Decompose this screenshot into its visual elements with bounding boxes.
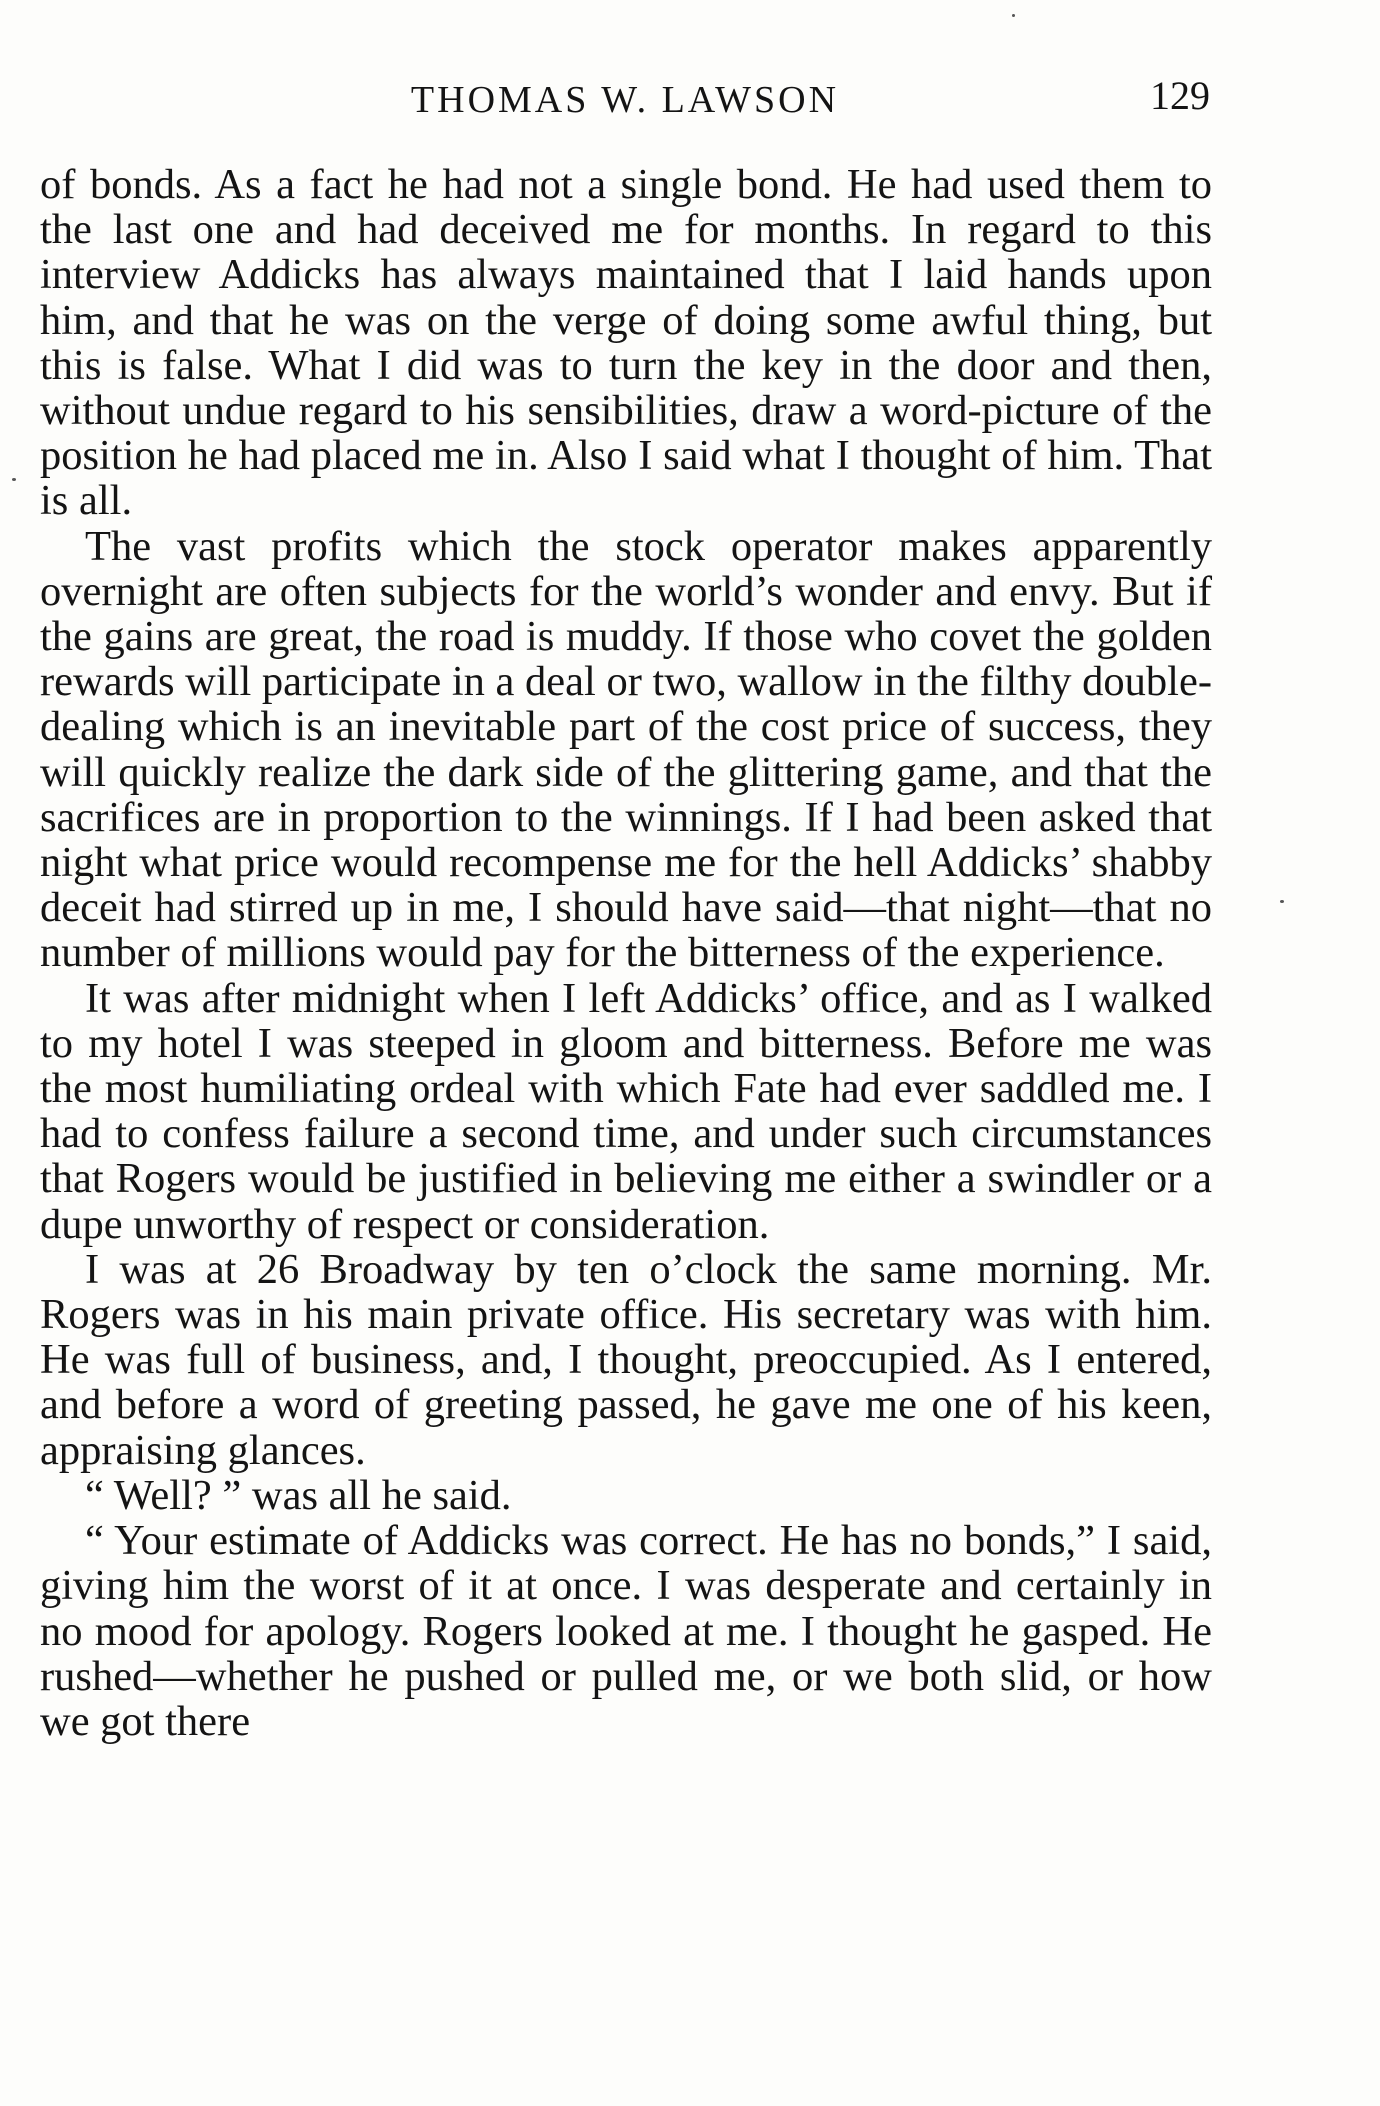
print-speck <box>1012 14 1015 17</box>
paragraph-5: “ Well? ” was all he said. <box>85 1471 512 1519</box>
paragraph-3: It was after midnight when I left Addicks’ office, and as I walked to my hotel I was steeped in gloom and bitterness. Before me was the most humiliating ordeal with which Fate had ever saddled me. I had to confess failure a second time, and under such circumstances that Rogers would be justified in believing me either a swindler or a dupe unworthy of respect or consideration. <box>40 974 1212 1248</box>
paragraph-2: The vast profits which the stock operator makes apparently overnight are often subjects for the world’s wonder and envy. But if the gains are great, the road is muddy. If those who covet the golden rewards will participate in a deal or two, wallow in the filthy double-dealing which is an inevitable part of the cost price of success, they will quickly realize the dark side of the glittering game, and that the sacrifices are in proportion to the winnings. If I had been asked that night what price would recompense me for the hell Addicks’ shabby deceit had stirred up in me, I should have said—that night—that no number of millions would pay for the bitterness of the experience. <box>40 522 1212 977</box>
page-header <box>40 72 1210 132</box>
paragraph-1: of bonds. As a fact he had not a single bond. He had used them to the last one and had deceived me for months. In regard to this interview Addicks has always maintained that I laid hands upon him, and that he was on the verge of doing some awful thing, but this is false. What I did was to turn the key in the door and then, without undue regard to his sensibilities, draw a word-picture of the position he had placed me in. Also I said what I thought of him. That is all. <box>40 161 1212 525</box>
body-text <box>40 162 1212 1744</box>
print-speck <box>12 478 16 481</box>
paragraph-4: I was at 26 Broadway by ten o’clock the same morning. Mr. Rogers was in his main private office. His secretary was with him. He was full of business, and, I thought, preoccupied. As I entered, and before a word of greeting passed, he gave me one of his keen, appraising glances. <box>40 1245 1212 1474</box>
print-speck <box>1280 900 1284 903</box>
page-number: 129 <box>1150 73 1210 118</box>
paragraph-6: “ Your estimate of Addicks was correct. He has no bonds,” I said, giving him the worst of it at once. I was desperate and certainly in no mood for apology. Rogers looked at me. I thought he gasped. He rushed—whether he pushed or pulled me, or we both slid, or how we got there <box>40 1517 1212 1745</box>
running-head: THOMAS W. LAWSON <box>410 79 840 121</box>
